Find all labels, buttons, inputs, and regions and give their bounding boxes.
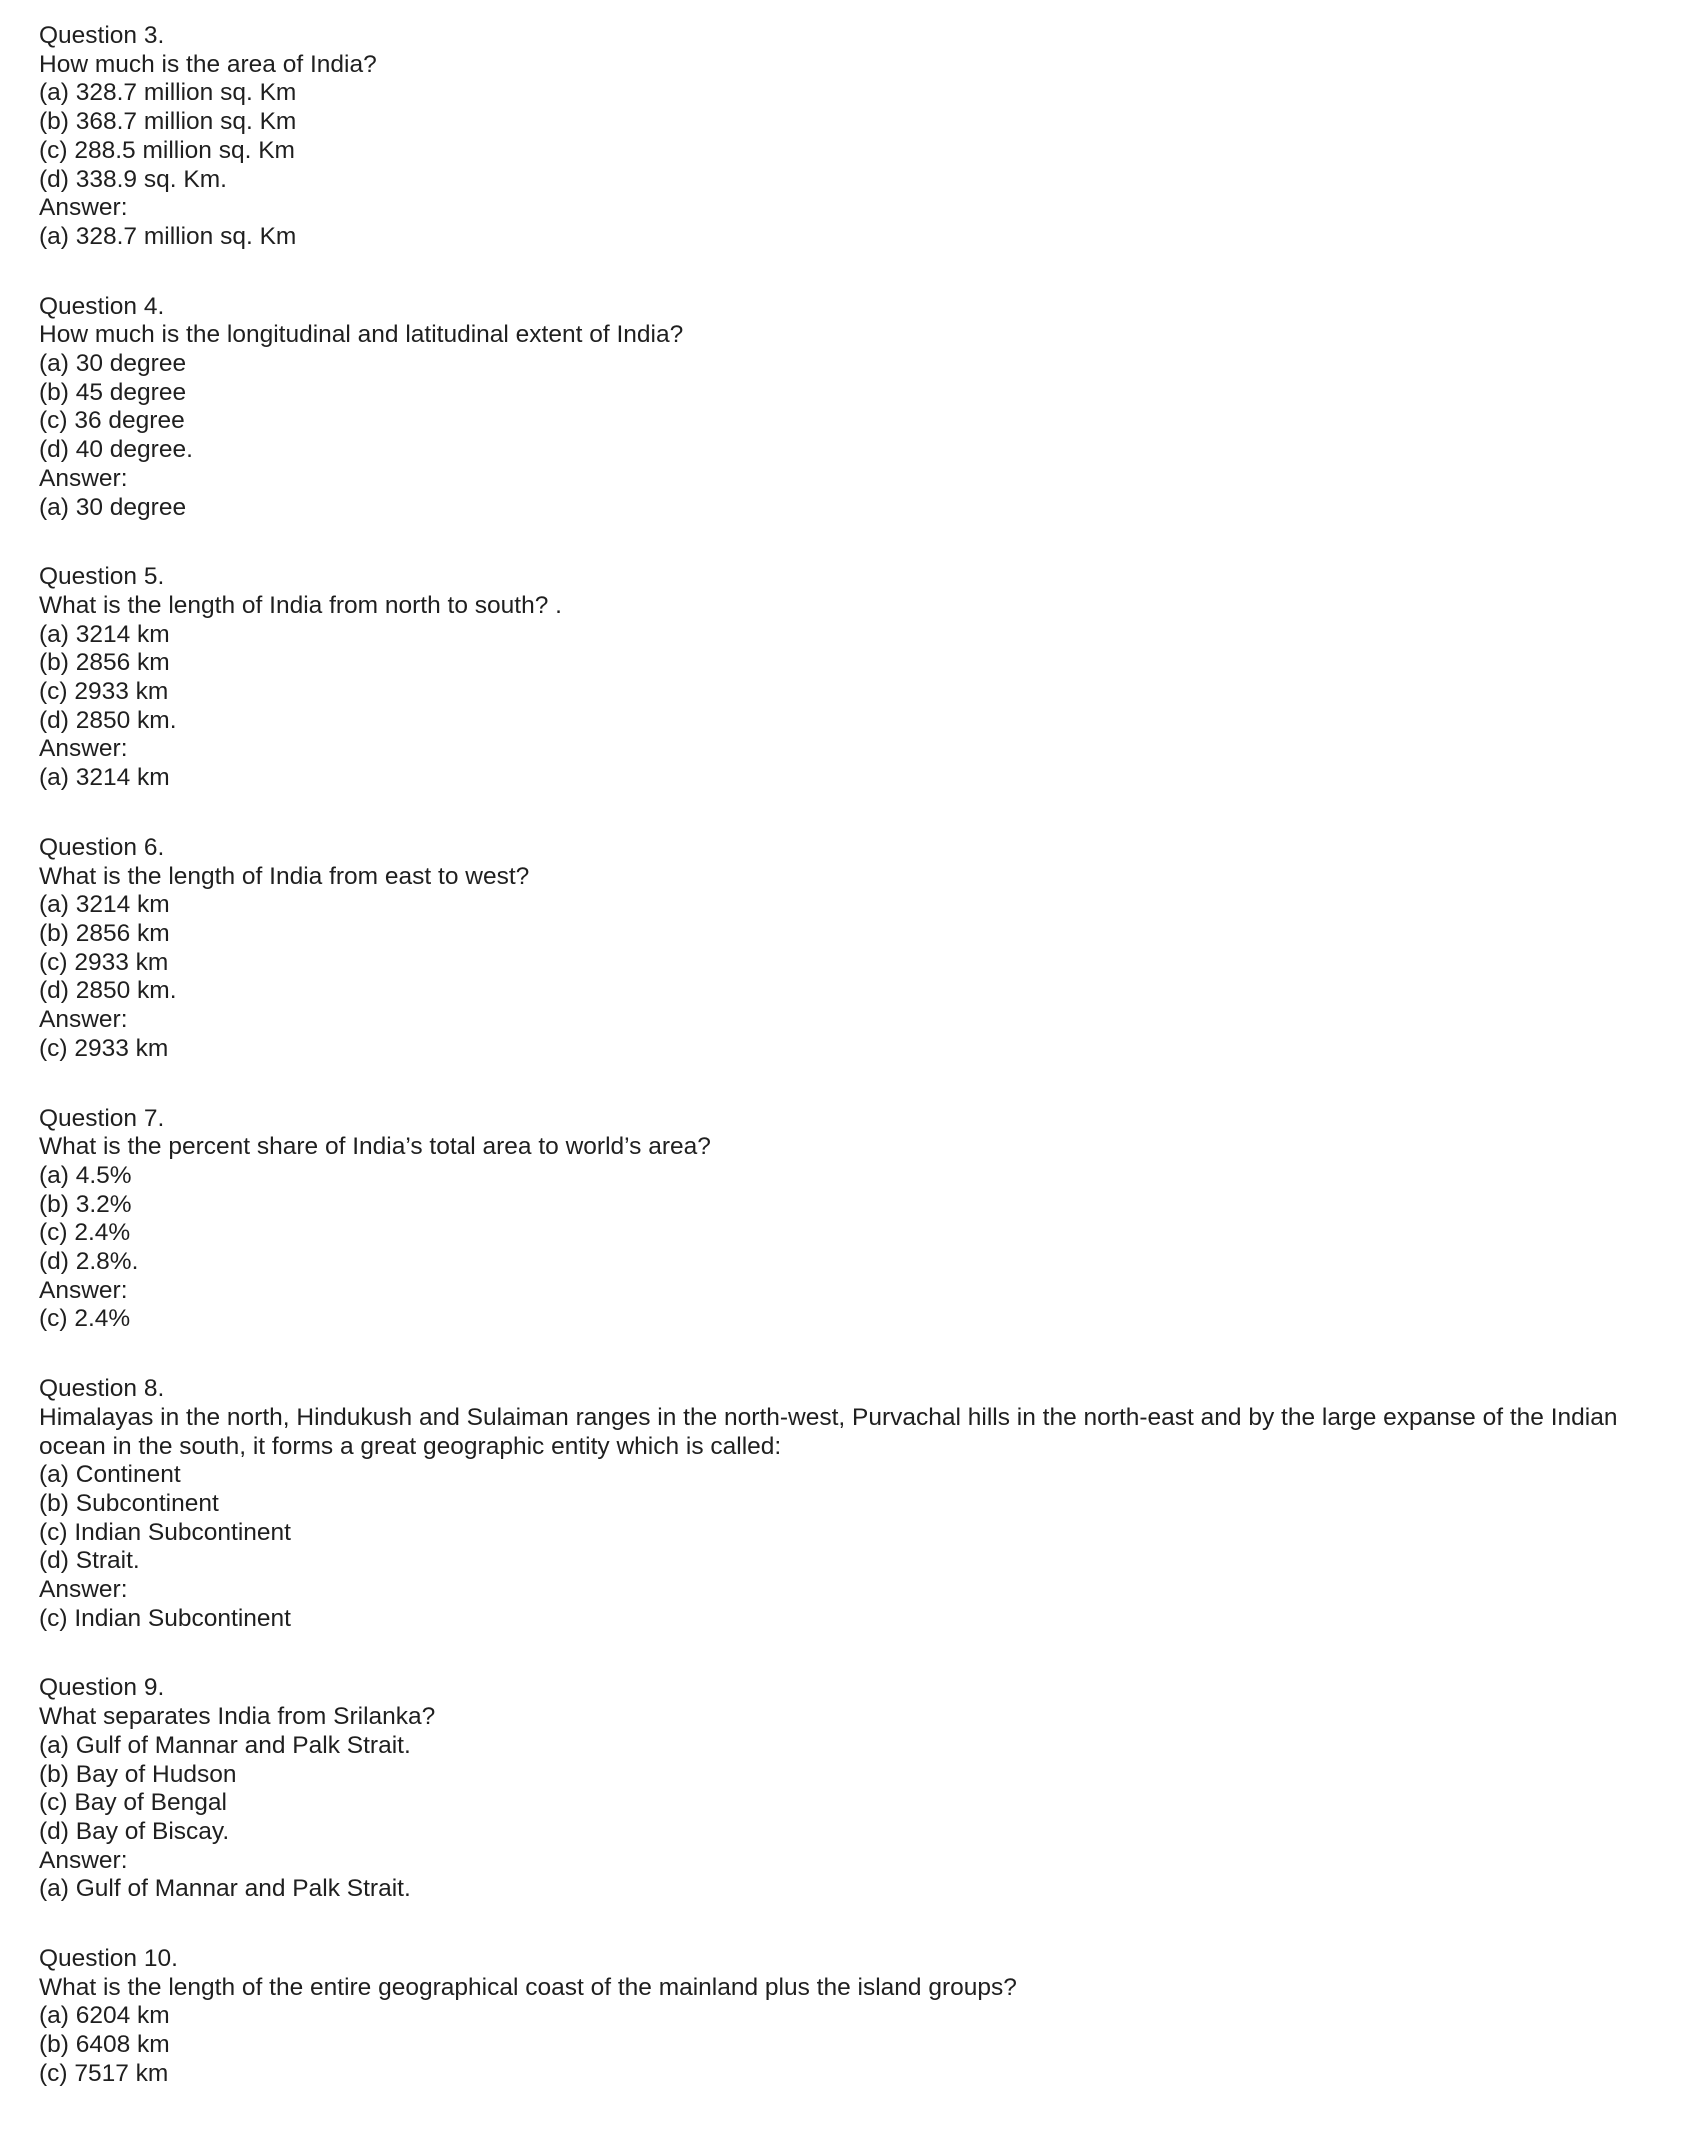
question-text: How much is the longitudinal and latitudinal extent of India? <box>39 321 684 349</box>
option-b: (b) Bay of Hudson <box>39 1760 237 1788</box>
option-a: (a) Gulf of Mannar and Palk Strait. <box>39 1731 411 1759</box>
answer-label: Answer: <box>39 1006 128 1034</box>
option-d: (d) Strait. <box>39 1547 140 1575</box>
answer-text: (c) 2933 km <box>39 1034 169 1062</box>
answer-label: Answer: <box>39 1576 128 1604</box>
question-number: Question 3. <box>39 22 165 49</box>
option-d: (d) 2850 km. <box>39 977 177 1005</box>
option-c: (c) 7517 km <box>39 2059 169 2087</box>
option-c: (c) 2933 km <box>39 678 169 706</box>
answer-text: (a) Gulf of Mannar and Palk Strait. <box>39 1875 411 1903</box>
option-b: (b) 6408 km <box>39 2031 170 2059</box>
option-c: (c) 36 degree <box>39 407 185 435</box>
option-c: (c) Bay of Bengal <box>39 1789 227 1817</box>
option-a: (a) 3214 km <box>39 891 170 919</box>
option-a: (a) 30 degree <box>39 350 187 378</box>
option-a: (a) 4.5% <box>39 1161 132 1189</box>
answer-label: Answer: <box>39 735 128 763</box>
option-d: (d) 338.9 sq. Km. <box>39 165 227 193</box>
question-block-9 <box>39 1674 1669 1904</box>
question-number: Question 9. <box>39 1674 165 1702</box>
question-number: Question 6. <box>39 833 165 861</box>
question-block-8 <box>39 1375 1669 1633</box>
option-b: (b) Subcontinent <box>39 1489 219 1517</box>
answer-label: Answer: <box>39 1276 128 1304</box>
question-block-3 <box>39 22 1669 252</box>
question-text: What separates India from Srilanka? <box>39 1703 436 1731</box>
answer-text: (a) 30 degree <box>39 493 187 521</box>
question-text: What is the percent share of India’s total area to world’s area? <box>39 1133 711 1161</box>
question-text: What is the length of India from north to south? . <box>39 591 562 619</box>
answer-text: (a) 3214 km <box>39 764 170 792</box>
answer-text: (a) 328.7 million sq. Km <box>39 222 297 250</box>
answer-text: (c) Indian Subcontinent <box>39 1604 291 1632</box>
question-number: Question 5. <box>39 563 165 591</box>
option-b: (b) 45 degree <box>39 378 187 406</box>
option-b: (b) 2856 km <box>39 649 170 677</box>
option-a: (a) Continent <box>39 1461 181 1489</box>
answer-label: Answer: <box>39 194 128 222</box>
option-b: (b) 2856 km <box>39 919 170 947</box>
question-text: What is the length of the entire geographical coast of the mainland plus the island groups? <box>39 1973 1017 2001</box>
document-body <box>39 22 1669 2130</box>
option-a: (a) 328.7 million sq. Km <box>39 79 297 107</box>
question-block-5 <box>39 563 1669 793</box>
option-d: (d) 2850 km. <box>39 706 177 734</box>
option-b: (b) 368.7 million sq. Km <box>39 108 297 136</box>
option-c: (c) Indian Subcontinent <box>39 1518 291 1546</box>
option-b: (b) 3.2% <box>39 1190 132 1218</box>
option-d: (d) 2.8%. <box>39 1248 139 1276</box>
option-c: (c) 2933 km <box>39 948 169 976</box>
question-text: What is the length of India from east to west? <box>39 862 530 890</box>
question-text: Himalayas in the north, Hindukush and Sulaiman ranges in the north-west, Purvachal hills in the north-east and by the large expanse of the Indian ocean in the south, it forms a great geographic entity which is called: <box>39 1403 1625 1460</box>
question-block-10 <box>39 1945 1669 2089</box>
option-c: (c) 288.5 million sq. Km <box>39 136 295 164</box>
question-text: How much is the area of India? <box>39 50 377 78</box>
option-a: (a) 6204 km <box>39 2002 170 2030</box>
answer-text: (c) 2.4% <box>39 1305 131 1333</box>
option-a: (a) 3214 km <box>39 620 170 648</box>
question-number: Question 4. <box>39 292 165 320</box>
option-d: (d) Bay of Biscay. <box>39 1817 230 1845</box>
option-c: (c) 2.4% <box>39 1219 131 1247</box>
question-number: Question 10. <box>39 1945 178 1973</box>
question-block-4 <box>39 293 1669 523</box>
question-block-7 <box>39 1105 1669 1335</box>
answer-label: Answer: <box>39 464 128 492</box>
option-d: (d) 40 degree. <box>39 436 193 464</box>
question-number: Question 7. <box>39 1104 165 1132</box>
answer-label: Answer: <box>39 1846 128 1874</box>
question-block-6 <box>39 834 1669 1064</box>
question-number: Question 8. <box>39 1375 165 1403</box>
